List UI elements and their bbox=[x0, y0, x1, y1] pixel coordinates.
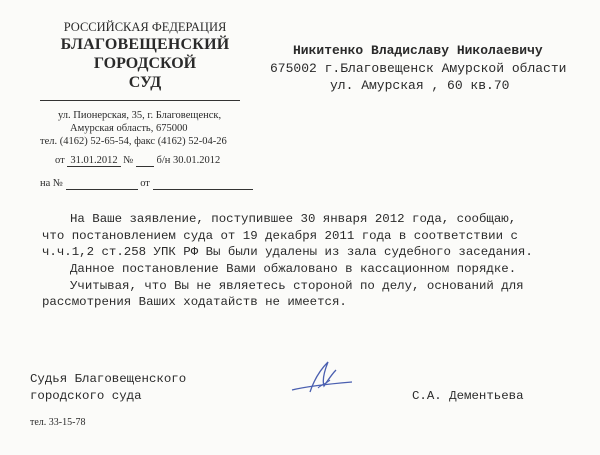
signatory-name: С.А. Дементьева bbox=[412, 389, 524, 403]
body-line: На Ваше заявление, поступившее 30 января 2012 года, сообщаю, bbox=[70, 212, 517, 226]
body-line: что постановлением суда от 19 декабря 2011 года в соответствии с bbox=[42, 229, 518, 243]
ref-no-blank bbox=[136, 155, 154, 167]
court-name-line1: БЛАГОВЕЩЕНСКИЙ bbox=[60, 36, 230, 53]
outgoing-reference bbox=[55, 155, 220, 167]
ref-no-label: № bbox=[123, 155, 134, 166]
court-address-line1: ул. Пионерская, 35, г. Благовещенск, bbox=[58, 110, 222, 121]
recipient-address-line2: ул. Амурская , 60 кв.70 bbox=[330, 78, 510, 93]
reply-reference bbox=[40, 178, 253, 190]
reply-from-blank bbox=[153, 178, 253, 190]
body-line: Учитывая, что Вы не являетесь стороной по делу, оснований для bbox=[70, 279, 524, 293]
ref-no-value: б/н 30.01.2012 bbox=[156, 155, 221, 166]
body-line: Данное постановление Вами обжаловано в кассационном порядке. bbox=[70, 262, 517, 276]
recipient-name: Никитенко Владиславу Николаевичу bbox=[293, 43, 543, 58]
reply-to-label: на № bbox=[40, 178, 63, 189]
court-name-line2: ГОРОДСКОЙ bbox=[93, 55, 197, 72]
ref-from-label: от bbox=[55, 155, 65, 166]
footer-phone: тел. 33-15-78 bbox=[30, 417, 86, 428]
signatory-title-line2: городского суда bbox=[30, 389, 142, 403]
country-name: РОССИЙСКАЯ ФЕДЕРАЦИЯ bbox=[63, 20, 227, 34]
court-name-line3: СУД bbox=[128, 74, 162, 91]
signatory-title-line1: Судья Благовещенского bbox=[30, 372, 187, 386]
ref-date: 31.01.2012 bbox=[67, 155, 120, 167]
body-line: ч.ч.1,2 ст.258 УПК РФ Вы были удалены из зала судебного заседания. bbox=[42, 245, 533, 259]
reply-to-blank bbox=[66, 178, 138, 190]
letterhead-divider bbox=[40, 100, 240, 101]
reply-from-label: от bbox=[140, 178, 150, 189]
court-address-line2: Амурская область, 675000 bbox=[70, 123, 188, 134]
body-line: рассмотрения Ваших ходатайств не имеется. bbox=[42, 295, 347, 309]
recipient-address-line1: 675002 г.Благовещенск Амурской области bbox=[270, 61, 567, 76]
court-phones: тел. (4162) 52-65-54, факс (4162) 52-04-26 bbox=[40, 136, 227, 147]
handwritten-signature-icon bbox=[288, 358, 358, 398]
